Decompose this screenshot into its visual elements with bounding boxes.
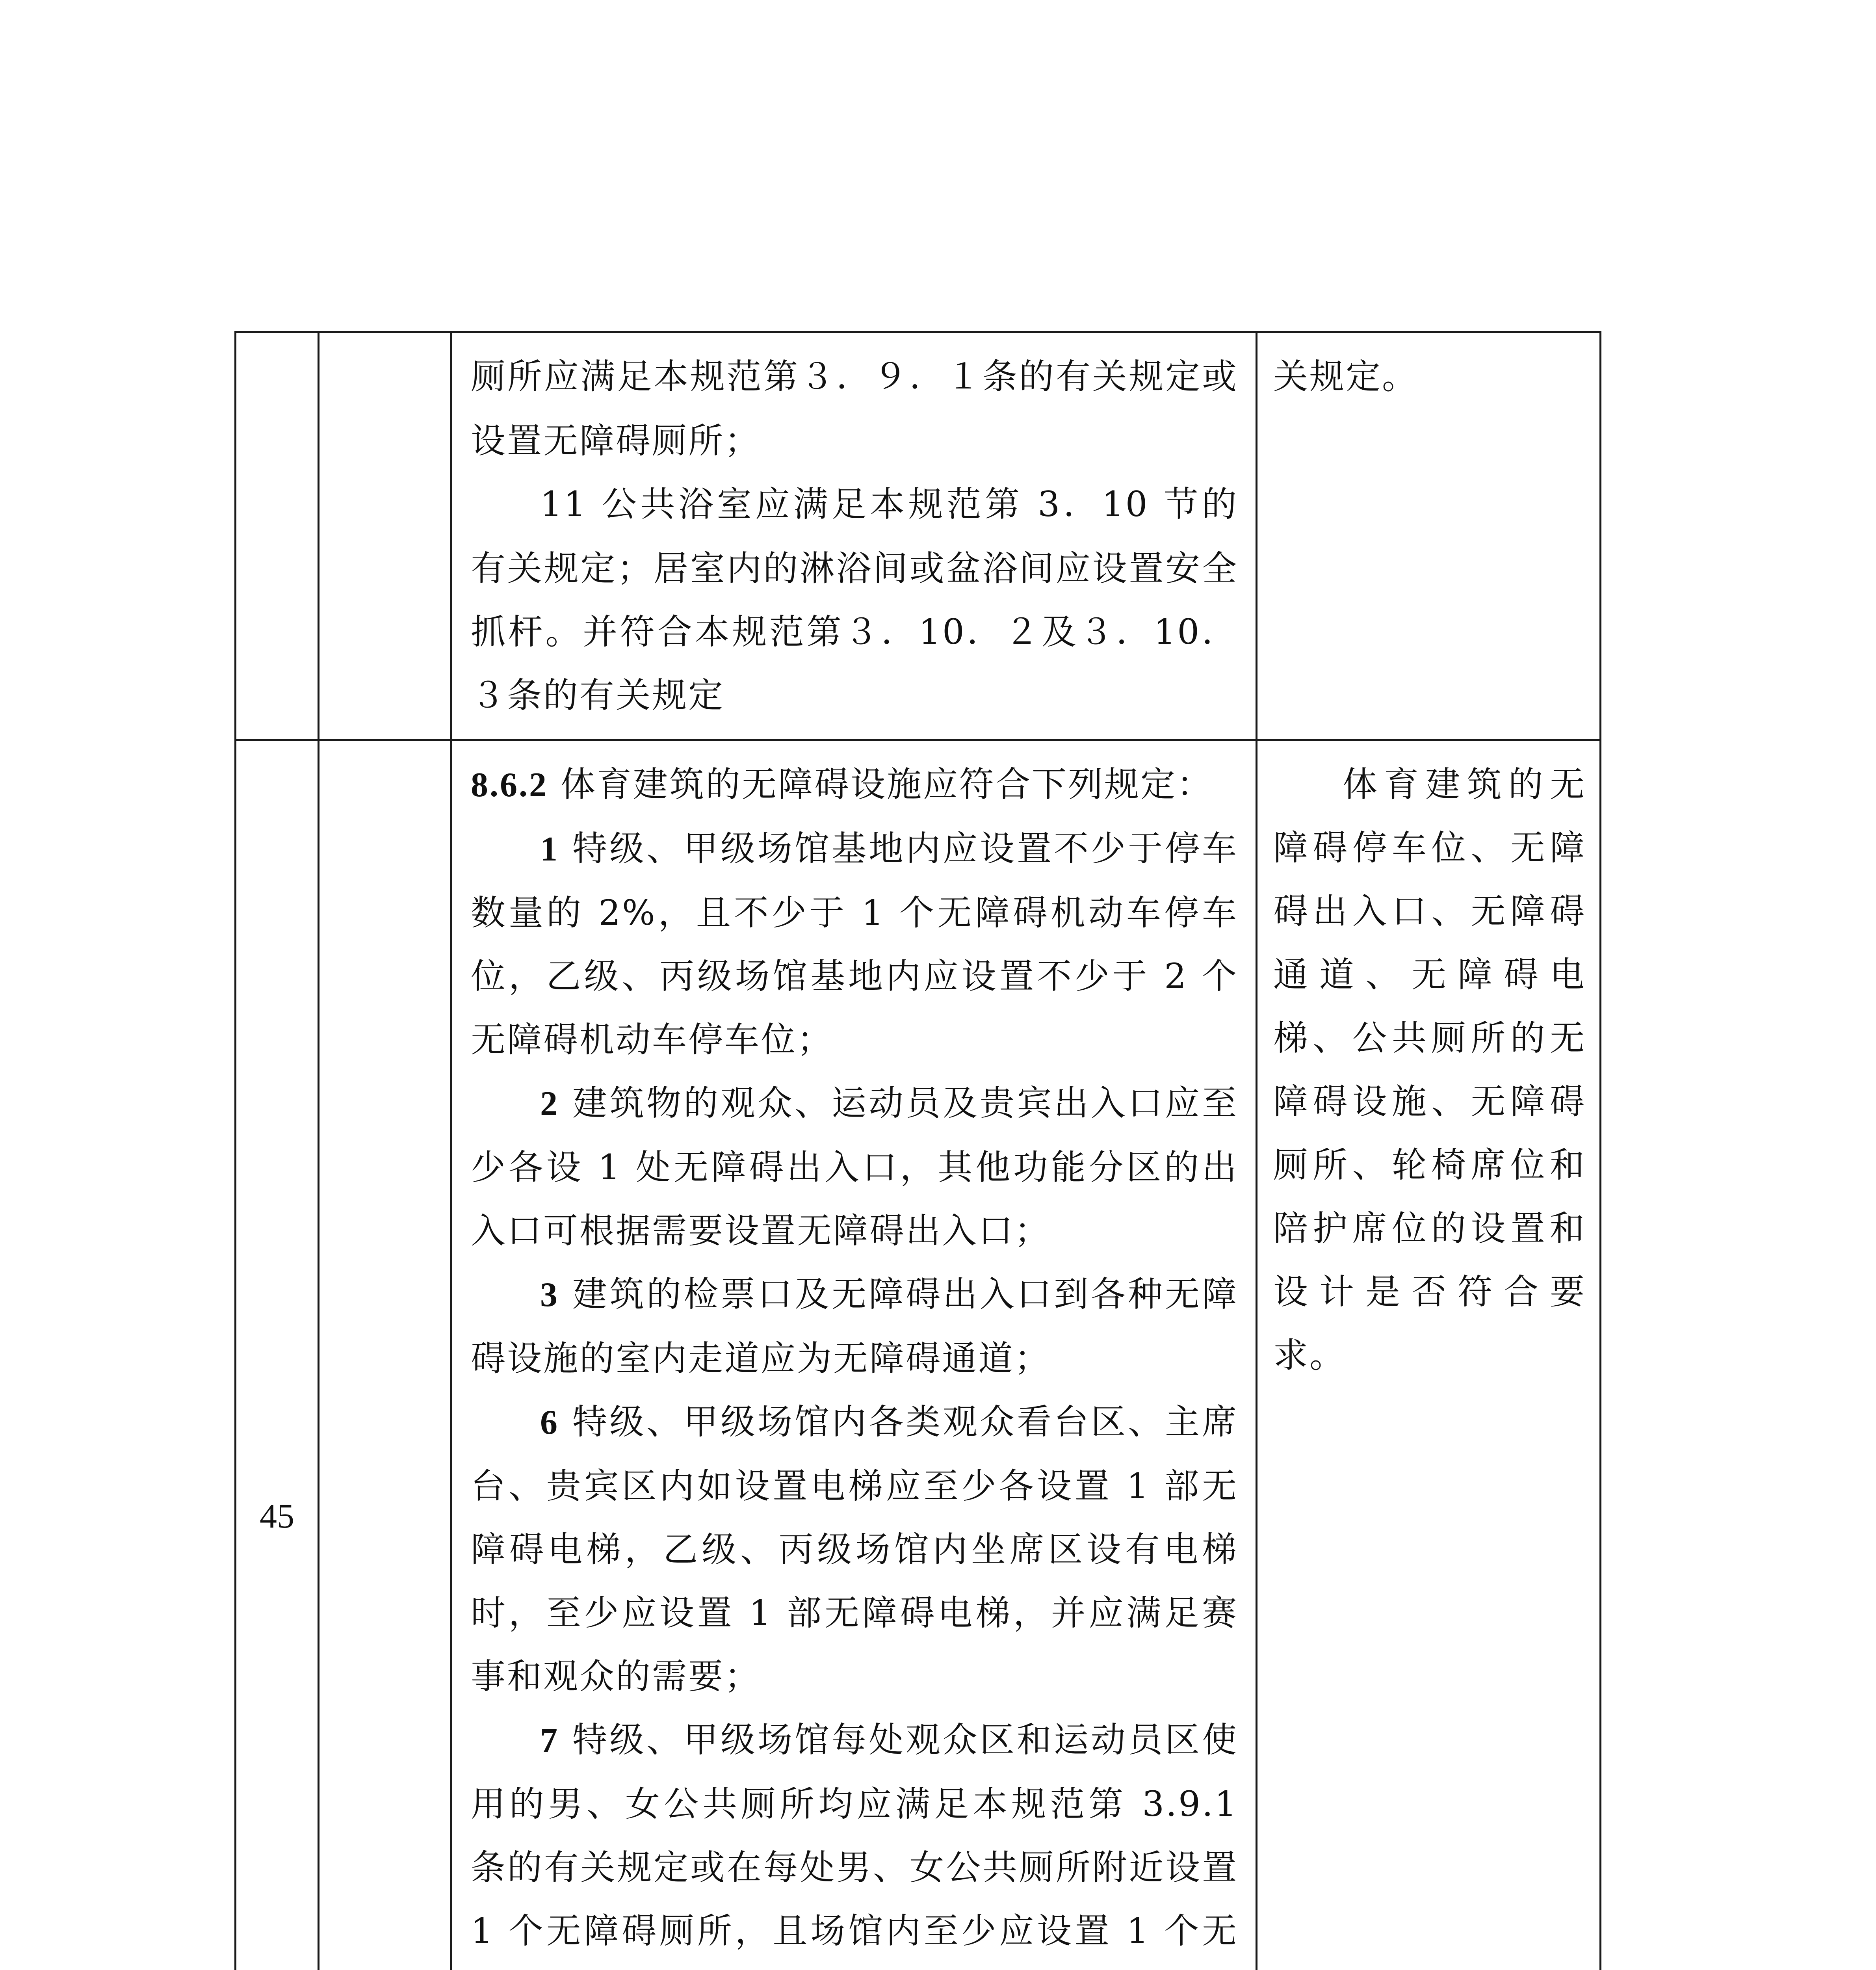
item-number: 3 — [540, 1276, 559, 1314]
clause-paragraph — [471, 345, 1238, 472]
table-row — [236, 740, 1601, 1970]
clause-paragraph — [471, 472, 1238, 727]
content-cell — [451, 740, 1257, 1970]
content-cell — [451, 332, 1257, 740]
clause-paragraph — [471, 1390, 1238, 1708]
clause-text: 11 公共浴室应满足本规范第 3．10 节的有关规定；居室内的淋浴间或盆浴间应设置安全抓杆。并符合本规范第３．10．２及３．10．３条的有关规定 — [471, 484, 1238, 716]
clause-paragraph — [471, 1262, 1238, 1390]
item-number: 6 — [540, 1403, 559, 1442]
blank-cell — [319, 740, 451, 1970]
item-text: 特级、甲级场馆内各类观众看台区、主席台、贵宾区内如设置电梯应至少各设置 1 部无障碍电梯，乙级、丙级场馆内坐席区设有电梯时，至少应设置 1 部无障碍电梯，并应满足赛事和观众的需要； — [471, 1401, 1238, 1697]
item-text: 建筑的检票口及无障碍出入口到各种无障碍设施的室内走道应为无障碍通道； — [471, 1274, 1238, 1379]
item-number: 1 — [540, 830, 559, 868]
clause-text: 厕所应满足本规范第３．９．１条的有关规定或设置无障碍厕所； — [471, 356, 1238, 461]
item-text: 特级、甲级场馆每处观众区和运动员区使用的男、女公共厕所均应满足本规范第 3.9.1 条的有关规定或在每处男、女公共厕所附近设置 1 个无障碍厕所，且场馆内至少应设置 1 个无 — [471, 1719, 1238, 1951]
row-number-cell — [236, 740, 319, 1970]
clause-heading — [471, 753, 1238, 817]
row-number-cell — [236, 332, 319, 740]
item-number: 7 — [540, 1721, 559, 1760]
check-text: 关规定。 — [1273, 356, 1419, 397]
clause-paragraph — [471, 1071, 1238, 1262]
clause-number: 8.6.2 — [471, 766, 548, 804]
check-text: 体育建筑的无障碍停车位、无障碍出入口、无障碍通道、无障碍电梯、公共厕所的无障碍设施、无障碍厕所、轮椅席位和陪护席位的设置和设计是否符合要求。 — [1273, 764, 1586, 1375]
clause-paragraph — [471, 1708, 1238, 1970]
clause-text: 体育建筑的无障碍设施应符合下列规定： — [548, 764, 1213, 805]
check-cell — [1257, 740, 1601, 1970]
table-row — [236, 332, 1601, 740]
item-text: 建筑物的观众、运动员及贵宾出入口应至少各设 1 处无障碍出入口，其他功能分区的出入口可根据需要设置无障碍出入口； — [471, 1083, 1238, 1251]
item-number: 2 — [540, 1085, 559, 1123]
item-text: 特级、甲级场馆基地内应设置不少于停车数量的 2%，且不少于 1 个无障碍机动车停车位，乙级、丙级场馆基地内应设置不少于 2 个无障碍机动车停车位； — [471, 828, 1238, 1060]
clause-paragraph — [471, 817, 1238, 1071]
blank-cell — [319, 332, 451, 740]
review-table — [234, 331, 1601, 1970]
check-cell — [1257, 332, 1601, 740]
row-number: 45 — [260, 1497, 294, 1535]
